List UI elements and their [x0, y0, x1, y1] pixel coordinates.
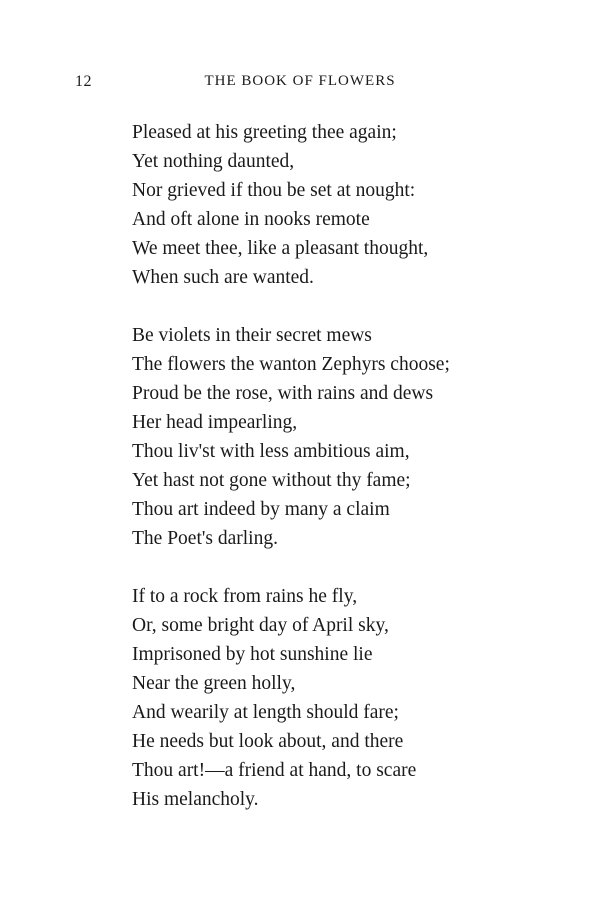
- poem-line: When such are wanted.: [132, 267, 314, 288]
- poem-line: Thou liv'st with less ambitious aim,: [132, 441, 410, 462]
- poem-line: Yet nothing daunted,: [132, 151, 295, 172]
- poem-line: We meet thee, like a pleasant thought,: [132, 238, 429, 259]
- poem-line: Imprisoned by hot sunshine lie: [132, 644, 373, 665]
- poem-line: And wearily at length should fare;: [132, 702, 399, 723]
- poem-line: Be violets in their secret mews: [132, 325, 372, 346]
- poem-line: Nor grieved if thou be set at nought:: [132, 180, 416, 201]
- poem-line: Proud be the rose, with rains and dews: [132, 383, 434, 404]
- poem-line: Or, some bright day of April sky,: [132, 615, 389, 636]
- poem-line: Pleased at his greeting thee again;: [132, 122, 397, 143]
- poem-line: His melancholy.: [132, 789, 259, 810]
- stanza-3: [132, 582, 572, 814]
- poem-line: Yet hast not gone without thy fame;: [132, 470, 411, 491]
- stanza-1: [132, 118, 572, 292]
- poem-line: The Poet's darling.: [132, 528, 278, 549]
- poem-line: Near the green holly,: [132, 673, 296, 694]
- poem-line: The flowers the wanton Zephyrs choose;: [132, 354, 450, 375]
- poem-line: If to a rock from rains he fly,: [132, 586, 358, 607]
- poem-line: And oft alone in nooks remote: [132, 209, 370, 230]
- poem-line: He needs but look about, and there: [132, 731, 404, 752]
- poem-body: [132, 118, 572, 843]
- page-number: 12: [75, 73, 92, 90]
- poem-line: Her head impearling,: [132, 412, 298, 433]
- running-head: THE BOOK OF FLOWERS: [204, 73, 396, 89]
- poem-line: Thou art indeed by many a claim: [132, 499, 390, 520]
- stanza-2: [132, 321, 572, 553]
- poem-line: Thou art!—a friend at hand, to scare: [132, 760, 417, 781]
